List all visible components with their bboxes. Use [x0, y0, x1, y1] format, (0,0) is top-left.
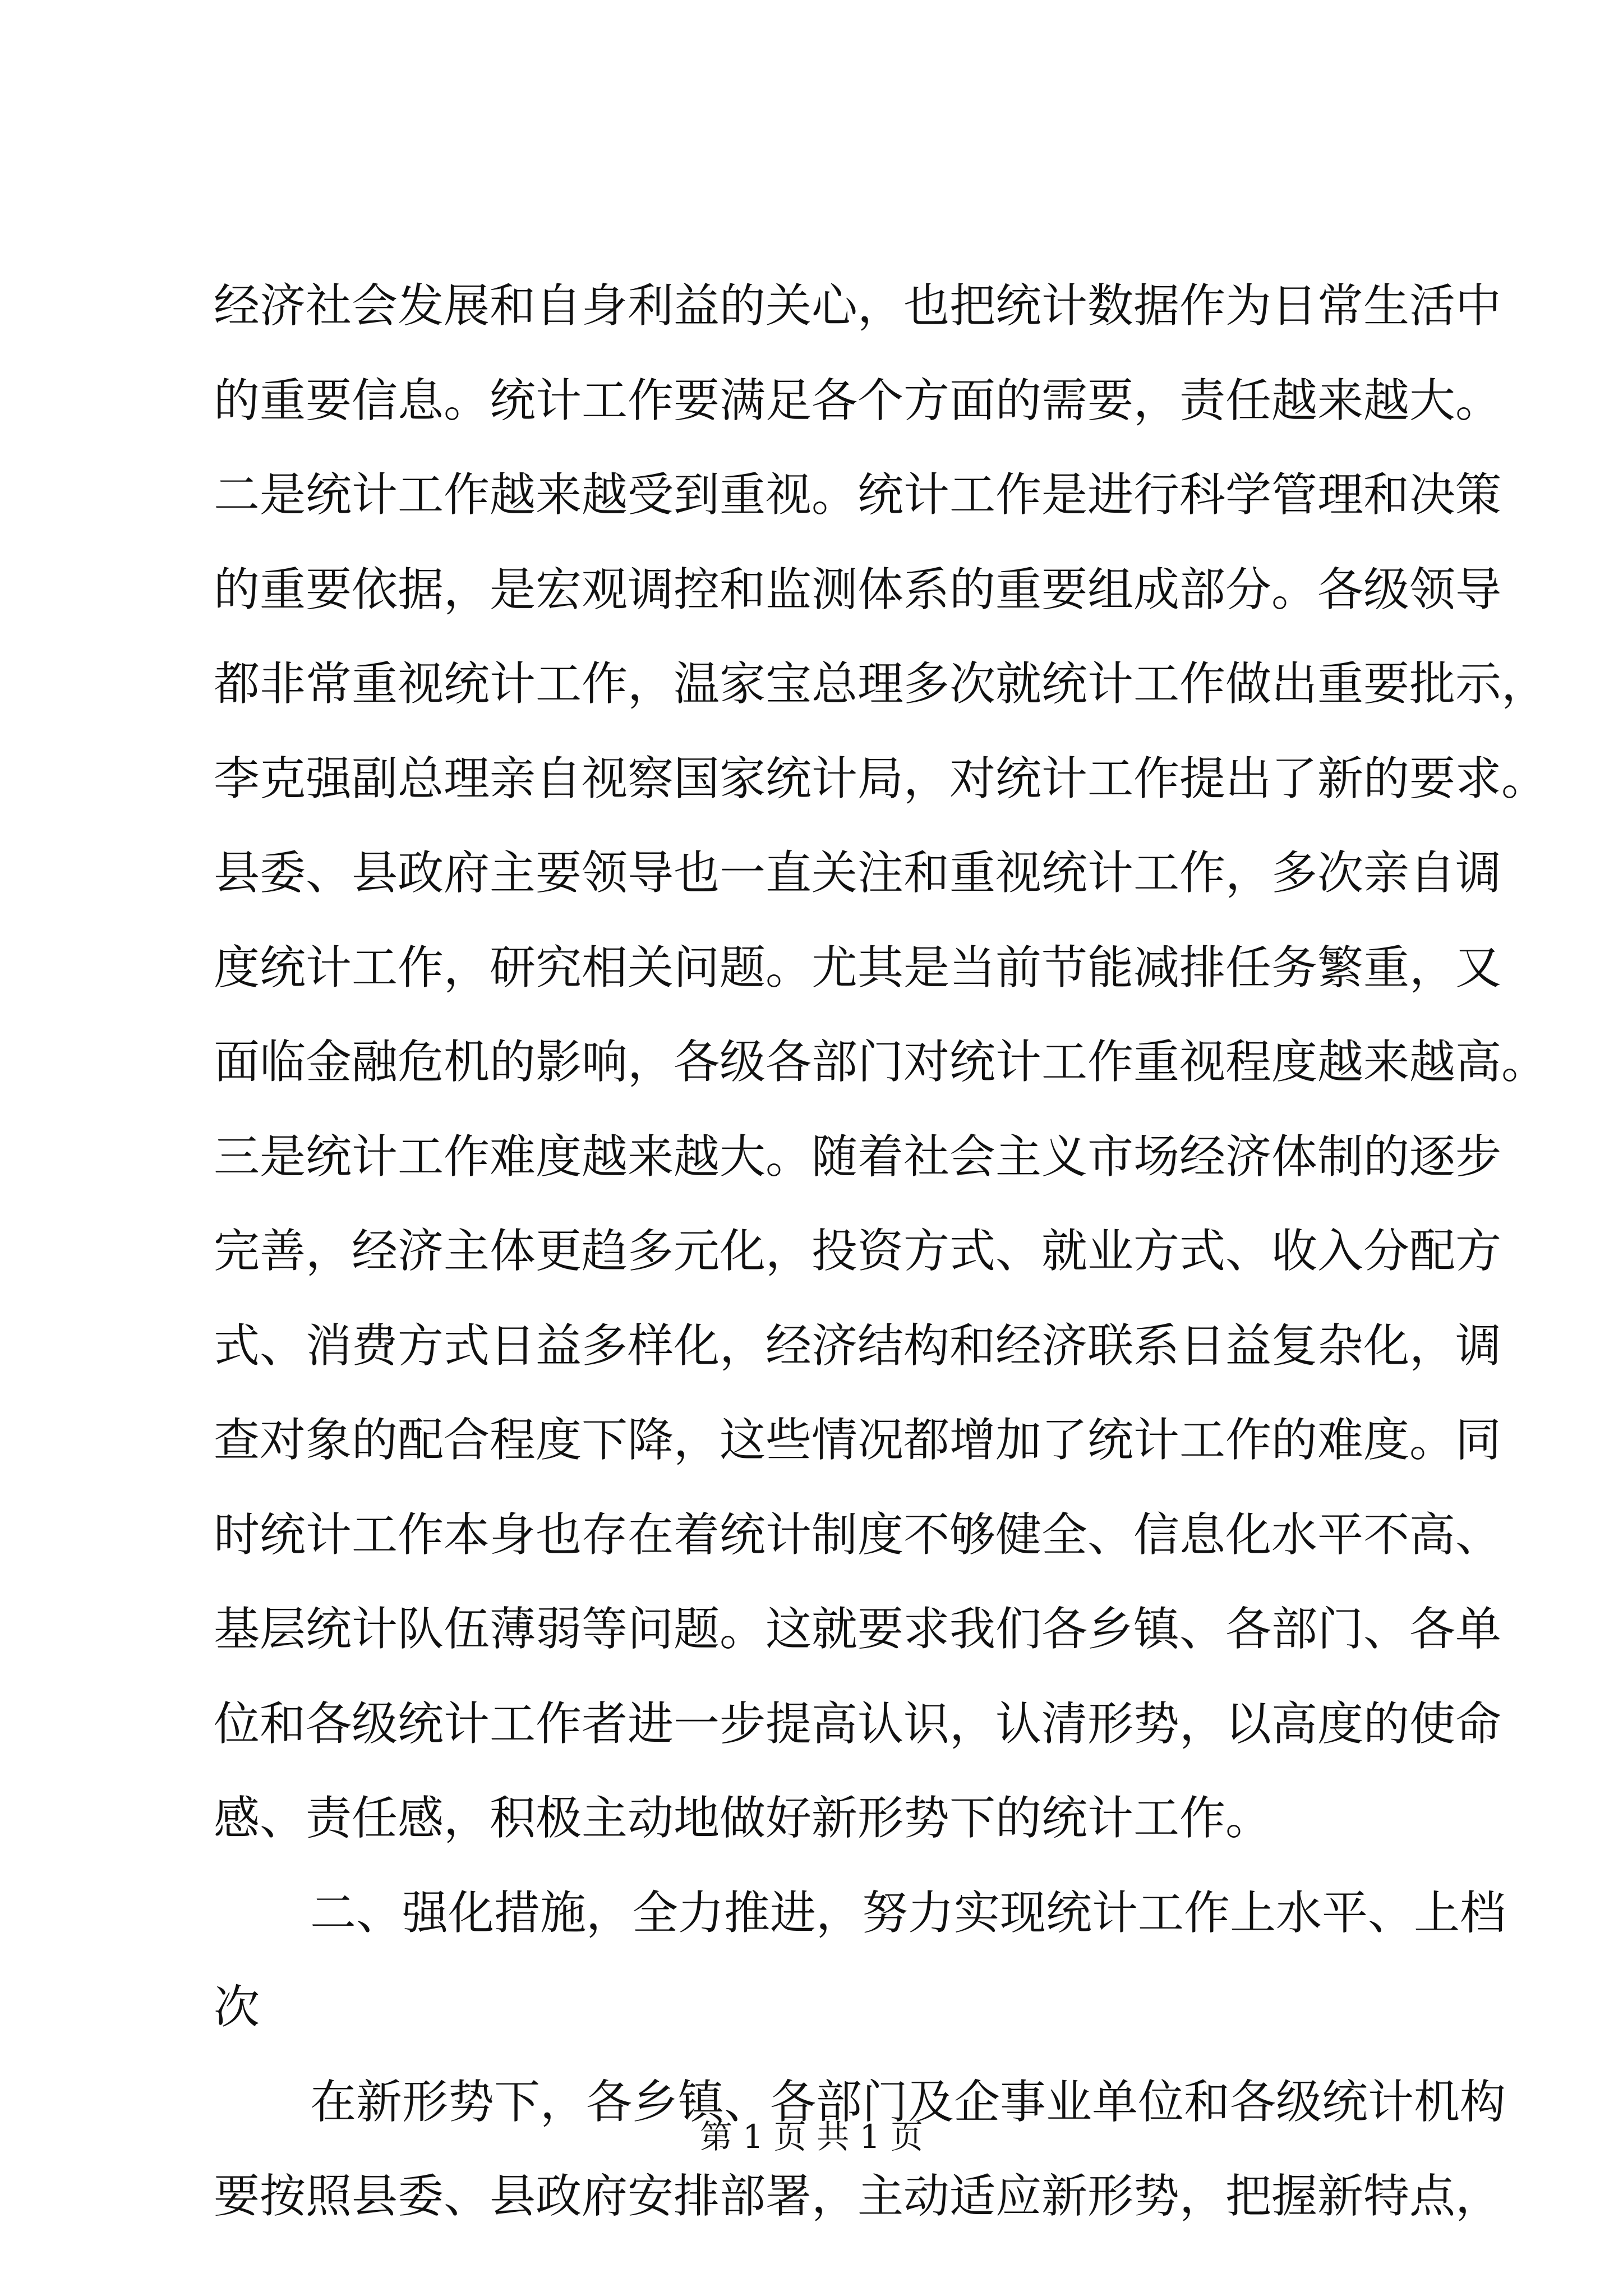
- text-line-1: 经济社会发展和自身利益的关心，也把统计数据作为日常生活中: [214, 279, 1502, 333]
- text-line-2: 的重要信息。统计工作要满足各个方面的需要，责任越来越大。: [214, 374, 1502, 427]
- text-line-7: 县委、县政府主要领导也一直关注和重视统计工作，多次亲自调: [214, 846, 1502, 900]
- text-line-21: 要按照县委、县政府安排部署，主动适应新形势，把握新特点，: [214, 2170, 1502, 2223]
- text-line-17: 感、责任感，积极主动地做好新形势下的统计工作。: [214, 1792, 1272, 1845]
- text-line-11: 完善，经济主体更趋多元化，投资方式、就业方式、收入分配方: [214, 1225, 1502, 1278]
- text-line-6: 李克强副总理亲自视察国家统计局，对统计工作提出了新的要求。: [214, 752, 1548, 806]
- text-line-12: 式、消费方式日益多样化，经济结构和经济联系日益复杂化，调: [214, 1319, 1502, 1373]
- text-line-20: 在新形势下，各乡镇、各部门及企事业单位和各级统计机构: [310, 2075, 1506, 2129]
- text-line-9: 面临金融危机的影响，各级各部门对统计工作重视程度越来越高。: [214, 1036, 1548, 1089]
- page-footer: 第 1 页 共 1 页: [700, 2118, 923, 2156]
- section-heading-line-2: 次: [214, 1981, 260, 2034]
- text-line-8: 度统计工作，研究相关问题。尤其是当前节能减排任务繁重，又: [214, 941, 1502, 995]
- section-heading-line-1: 二、强化措施，全力推进，努力实现统计工作上水平、上档: [310, 1886, 1506, 1940]
- text-line-16: 位和各级统计工作者进一步提高认识，认清形势，以高度的使命: [214, 1697, 1502, 1751]
- text-line-13: 查对象的配合程度下降，这些情况都增加了统计工作的难度。同: [214, 1414, 1502, 1467]
- text-line-10: 三是统计工作难度越来越大。随着社会主义市场经济体制的逐步: [214, 1130, 1502, 1184]
- document-body: [214, 259, 1548, 2244]
- text-line-4: 的重要依据，是宏观调控和监测体系的重要组成部分。各级领导: [214, 563, 1502, 616]
- text-line-3: 二是统计工作越来越受到重视。统计工作是进行科学管理和决策: [214, 468, 1502, 522]
- text-line-5: 都非常重视统计工作，温家宝总理多次就统计工作做出重要批示，: [214, 657, 1548, 711]
- text-line-14: 时统计工作本身也存在着统计制度不够健全、信息化水平不高、: [214, 1508, 1502, 1562]
- text-line-15: 基层统计队伍薄弱等问题。这就要求我们各乡镇、各部门、各单: [214, 1603, 1502, 1656]
